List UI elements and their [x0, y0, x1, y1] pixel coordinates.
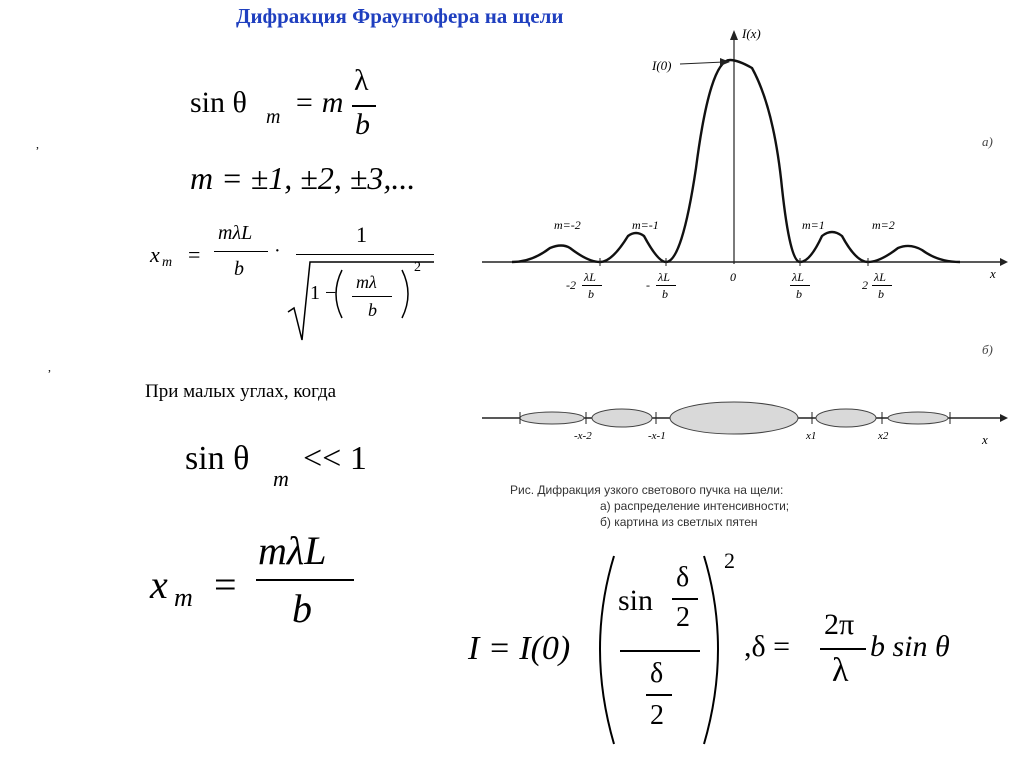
f4-sub: m — [273, 466, 289, 491]
slide-title: Дифракция Фраунгофера на щели — [236, 4, 564, 28]
peak-label: I(0) — [652, 58, 672, 73]
y-axis-label: I(x) — [742, 26, 761, 41]
formula-position-approx: x m = mλL b — [150, 525, 370, 645]
spot-m1 — [816, 409, 876, 427]
spot-label: -x-2 — [574, 430, 592, 442]
formula-small-angle — [185, 440, 405, 500]
f6-sin: sin — [618, 584, 654, 617]
f5-num: mλL — [258, 528, 327, 573]
formula-intensity — [468, 548, 1008, 758]
f1-sub: m — [266, 106, 281, 128]
spot-center — [670, 402, 798, 434]
caption-line: Рис. Дифракция узкого светового пучка на щели: — [510, 483, 784, 497]
f3-den3: b — [368, 300, 377, 320]
f6-delta-bot: 2 — [676, 602, 690, 633]
order-label: m=1 — [802, 218, 825, 232]
f6-rest-b: b sin θ — [870, 630, 950, 663]
f5-bar — [256, 579, 354, 581]
panel-b-label: б) — [982, 342, 993, 357]
figure-graphics — [470, 18, 1010, 538]
f1-den: b — [355, 108, 370, 141]
small-angle-text: При малых углах, когда — [145, 381, 337, 402]
f3-den1: b — [234, 258, 244, 280]
f3-num1: mλL — [218, 222, 253, 244]
tick-label-zero: 0 — [730, 270, 736, 284]
spot-m-1 — [592, 409, 652, 427]
tiny-mark-1: , — [36, 137, 39, 151]
f3-inner-one: 1 − — [310, 282, 337, 304]
f3-num2: 1 — [356, 222, 367, 247]
f6-den-delta: δ — [650, 658, 664, 689]
tiny-mark-2: , — [48, 360, 51, 374]
spot-label: x2 — [878, 430, 889, 442]
f5-lhs: x — [150, 562, 168, 607]
formula-sine-condition — [190, 60, 390, 150]
x-axis-label-b: x — [982, 432, 988, 447]
f6-power: 2 — [724, 548, 735, 573]
f3-sqrt-sign — [150, 222, 450, 352]
formula-position-exact: x m = mλL b · 1 1 − mλ b 2 — [150, 222, 450, 352]
spot-label: -x-1 — [648, 430, 666, 442]
spot-m2 — [888, 412, 948, 424]
f1-lhs: sin θ — [190, 86, 247, 119]
spot-m-2 — [520, 412, 584, 424]
x-axis-label-a: x — [990, 266, 996, 281]
order-label: m=2 — [872, 218, 895, 232]
f6-den-2: 2 — [650, 700, 664, 731]
f6-main-bar — [620, 650, 700, 652]
f6-rest-a: ,δ = — [744, 630, 791, 663]
f3-lhs: x — [150, 242, 160, 267]
f4-text: sin θ — [185, 440, 250, 477]
f6-frac-bar — [820, 648, 866, 650]
f3-sub: m — [162, 255, 173, 270]
caption-line: б) картина из светлых пятен — [600, 515, 758, 529]
f4-rest: << 1 — [303, 440, 367, 477]
diffraction-figure: I(x) I(0) a) б) x x m=-2 m=-1 m=1 m=2 -2 λL b - λL b 0 λL b 2 λL b -x-2 -x-1 x1 x2 Рис. Дифракция узкого светового пучка на щели: а) распределение интенсивности; б) картина из светлых пятен — [470, 18, 1010, 538]
formula-order-values: m = ±1, ±2, ±3,... — [190, 160, 416, 196]
caption-line: а) распределение интенсивности; — [600, 499, 790, 513]
f5-sub: m — [174, 583, 193, 612]
f6-small-bar — [672, 598, 698, 600]
order-label: m=-1 — [632, 218, 659, 232]
f1-num: λ — [354, 64, 369, 97]
panel-a-label: a) — [982, 134, 993, 149]
order-label: m=-2 — [554, 218, 581, 232]
f6-delta-top: δ — [676, 562, 690, 593]
f6-frac-den: λ — [832, 652, 849, 689]
f6-frac-num: 2π — [824, 608, 855, 641]
f3-bar3 — [352, 296, 392, 297]
f5-den: b — [292, 586, 312, 631]
f6-den-bar — [646, 694, 672, 696]
f1-eq: = m — [294, 86, 344, 119]
f3-num3: mλ — [356, 272, 377, 292]
figure-caption — [510, 482, 789, 530]
spot-label: x1 — [806, 430, 817, 442]
f1-fraction-bar — [352, 105, 376, 107]
f6-lhs: I = I(0) — [468, 630, 571, 667]
f3-power: 2 — [414, 260, 421, 275]
